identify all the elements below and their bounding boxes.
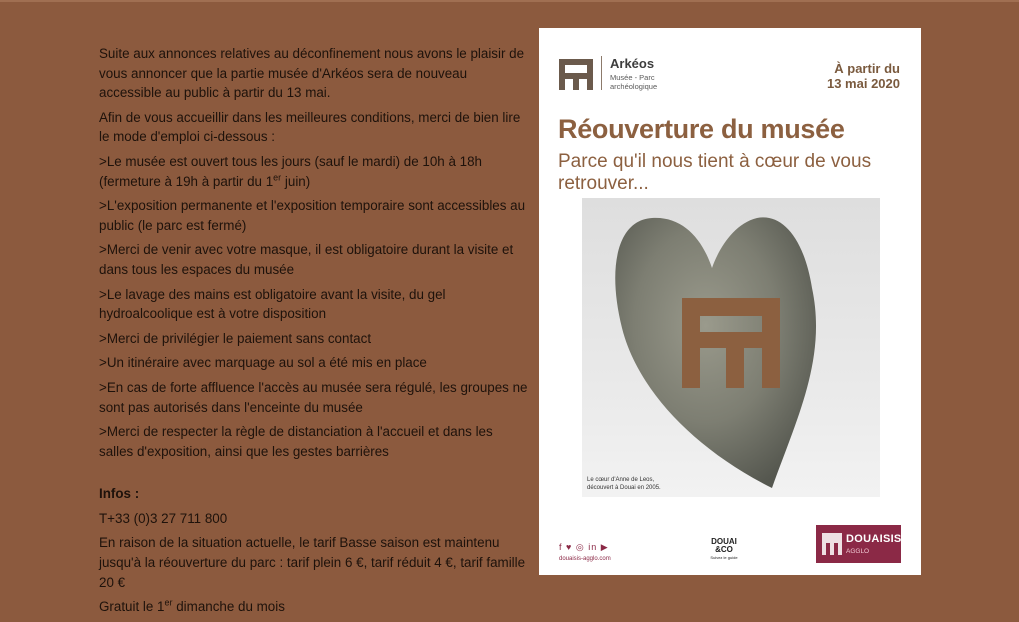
arkeos-logo-icon: [559, 59, 593, 90]
logo-name: Arkéos: [610, 56, 655, 71]
rule-hours-end: juin): [281, 173, 311, 189]
reopening-poster[interactable]: [539, 28, 921, 575]
rule-hours-text: >Le musée est ouvert tous les jours (sauf le mardi) de 10h à 18h (fermeture à 19h à partir du 1: [99, 153, 482, 189]
agglo-sub: AGGLO: [846, 548, 870, 555]
agglo-name: DOUAISIS: [846, 533, 902, 545]
douai-logo-line-2: &CO: [715, 545, 733, 554]
rule-distancing: >Merci de respecter la règle de distanciation à l'accueil et dans les salles d'exposition, ainsi que les gestes barrières: [99, 424, 493, 459]
caption-line-2: découvert à Douai en 2005.: [587, 485, 661, 491]
reopening-date: [780, 61, 900, 91]
caption-line-1: Le cœur d'Anne de Leos,: [587, 477, 655, 483]
rule-hours: [99, 152, 529, 191]
free-suffix: dimanche du mois: [172, 599, 285, 615]
rule-crowd: >En cas de forte affluence l'accès au musée sera régulé, les groupes ne sont pas autorisés dans l'enceinte du musée: [99, 379, 528, 415]
logo-divider: [601, 56, 602, 90]
rule-mask: >Merci de venir avec votre masque, il est obligatoire durant la visite et dans tous les espaces du musée: [99, 242, 514, 277]
website-link[interactable]: douaisis-agglo.com: [559, 556, 611, 562]
welcome-paragraph: Afin de vous accueillir dans les meilleures conditions, merci de bien lire le mode d'emploi ci-dessous :: [99, 109, 521, 145]
poster-title: Réouverture du musée: [558, 114, 845, 144]
rule-exhibitions: >L'exposition permanente et l'exposition temporaire sont accessibles au public (le parc est fermé): [99, 198, 526, 233]
photo-caption: [587, 476, 661, 492]
rule-contactless: >Merci de privilégier le paiement sans contact: [99, 330, 372, 346]
rule-handwash: >Le lavage des mains est obligatoire avant la visite, du gel hydroalcoolique est à votre disposition: [99, 286, 446, 322]
top-border: [0, 0, 1019, 2]
date-line-1: À partir du: [834, 61, 900, 76]
intro-paragraph: Suite aux annonces relatives au déconfinement nous avons le plaisir de vous annoncer que la partie musée d'Arkéos sera de nouveau accessible au public à partir du 13 mai.: [99, 46, 525, 101]
agglo-emblem-icon: [820, 531, 844, 557]
douai-logo-sub: Suivez le guide: [710, 555, 738, 560]
pricing-paragraph: En raison de la situation actuelle, le tarif Basse saison est maintenu jusqu'à la réouverture du parc : tarif plein 6 €, tarif réduit 4 €, tarif famille 20 €: [99, 535, 526, 590]
phone-number: T+33 (0)3 27 711 800: [99, 510, 228, 526]
social-icons[interactable]: f ♥ ◎ in ▶: [559, 542, 609, 552]
free-prefix: Gratuit le 1: [99, 599, 165, 615]
rule-itinerary: >Un itinéraire avec marquage au sol a été mis en place: [99, 355, 427, 371]
poster-subtitle: Parce qu'il nous tient à cœur de vous retrouver...: [558, 151, 872, 194]
logo-subtitle: Musée - Parc archéologique: [610, 73, 658, 91]
lead-heart-image: [582, 198, 880, 497]
free-sunday: [99, 597, 529, 617]
heart-photo: [582, 198, 880, 497]
free-sup: er: [164, 597, 173, 608]
douaisis-agglo-logo: [816, 525, 901, 563]
article-text: [99, 44, 529, 622]
arkeos-emblem-icon: [682, 298, 780, 388]
douai-logo-line-1: DOUAI: [711, 537, 737, 546]
rule-hours-sup: er: [273, 172, 282, 183]
douai-co-logo: [707, 538, 741, 562]
infos-heading: Infos :: [99, 486, 140, 502]
date-line-2: 13 mai 2020: [826, 76, 900, 91]
